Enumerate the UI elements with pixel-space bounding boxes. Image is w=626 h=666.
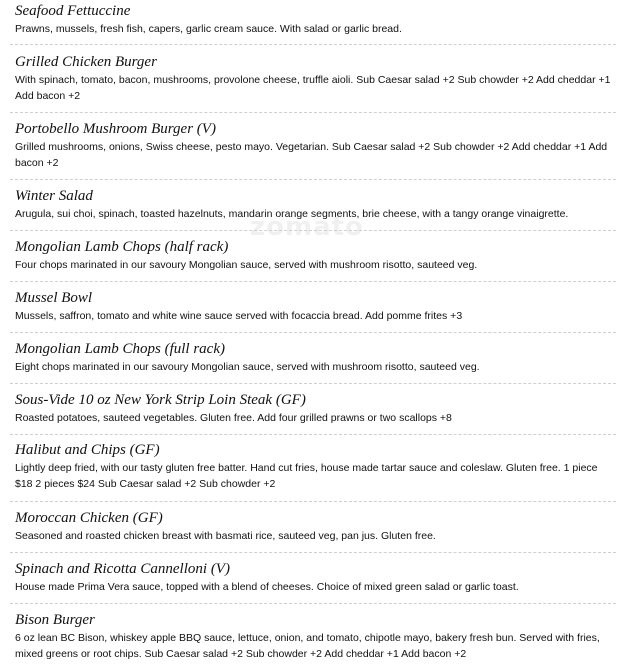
divider — [10, 44, 616, 45]
menu-item-description: Seasoned and roasted chicken breast with basmati rice, sauteed veg, pan jus. Gluten free. — [15, 530, 436, 542]
divider — [10, 383, 616, 384]
menu-item-description: House made Prima Vera sauce, topped with a blend of cheeses. Choice of mixed green salad or garlic toast. — [15, 581, 519, 593]
menu-item-description: Four chops marinated in our savoury Mongolian sauce, served with mushroom risotto, sauteed veg. — [15, 259, 478, 271]
divider — [10, 603, 616, 604]
menu-item-title: Winter Salad — [15, 188, 93, 204]
divider — [10, 434, 616, 435]
divider — [10, 552, 616, 553]
menu-item-title: Bison Burger — [15, 612, 95, 628]
menu-item-title: Mongolian Lamb Chops (half rack) — [15, 239, 229, 255]
menu-item-title: Halibut and Chips (GF) — [15, 442, 160, 458]
menu-item-seafood-fettuccine — [15, 3, 611, 37]
divider — [10, 332, 616, 333]
divider — [10, 281, 616, 282]
menu-item-title: Moroccan Chicken (GF) — [15, 510, 163, 526]
menu-item-cannelloni — [15, 561, 611, 595]
menu-item-lamb-chops-half — [15, 239, 611, 273]
watermark: zomato — [250, 212, 364, 242]
menu-item-portobello-burger — [15, 121, 611, 171]
menu-item-description: 6 oz lean BC Bison, whiskey apple BBQ sauce, lettuce, onion, and tomato, chipotle mayo, bakery fresh bun. Served with fries, mixed greens or root chips. Sub Caesar salad +2 Sub chowder +2 Add cheddar +1 Add bacon +2 — [15, 632, 600, 660]
menu-item-grilled-chicken-burger — [15, 54, 611, 104]
menu-item-halibut-chips — [15, 442, 611, 492]
menu-item-title: Portobello Mushroom Burger (V) — [15, 121, 216, 137]
menu-item-description: Eight chops marinated in our savoury Mongolian sauce, served with mushroom risotto, sauteed veg. — [15, 361, 480, 373]
menu-item-lamb-chops-full — [15, 341, 611, 375]
menu-item-strip-loin-steak — [15, 392, 611, 426]
menu-item-description: Roasted potatoes, sauteed vegetables. Gluten free. Add four grilled prawns or two scallops +8 — [15, 412, 452, 424]
divider — [10, 179, 616, 180]
menu-item-title: Seafood Fettuccine — [15, 3, 131, 19]
divider — [10, 230, 616, 231]
divider — [10, 501, 616, 502]
menu-item-title: Mongolian Lamb Chops (full rack) — [15, 341, 225, 357]
menu-item-title: Sous-Vide 10 oz New York Strip Loin Steak (GF) — [15, 392, 306, 408]
menu-item-description: Arugula, sui choi, spinach, toasted hazelnuts, mandarin orange segments, brie cheese, with a tangy orange vinaigrette. — [15, 208, 569, 220]
menu-item-title: Mussel Bowl — [15, 290, 93, 306]
menu-item-mussel-bowl — [15, 290, 611, 324]
menu-item-description: Lightly deep fried, with our tasty gluten free batter. Hand cut fries, house made tartar sauce and coleslaw. Gluten free. 1 piece $18 2 pieces $24 Sub Caesar salad +2 Sub chowder +2 — [15, 462, 598, 490]
divider — [10, 112, 616, 113]
menu-item-description: With spinach, tomato, bacon, mushrooms, provolone cheese, truffle aioli. Sub Caesar salad +2 Sub chowder +2 Add cheddar +1 Add bacon +2 — [15, 74, 611, 102]
menu-item-winter-salad — [15, 188, 611, 222]
menu-item-title: Grilled Chicken Burger — [15, 54, 157, 70]
menu-item-description: Prawns, mussels, fresh fish, capers, garlic cream sauce. With salad or garlic bread. — [15, 23, 402, 35]
menu-item-title: Spinach and Ricotta Cannelloni (V) — [15, 561, 230, 577]
menu-item-moroccan-chicken — [15, 510, 611, 544]
menu-item-description: Mussels, saffron, tomato and white wine sauce served with focaccia bread. Add pomme frites +3 — [15, 310, 463, 322]
menu-item-description: Grilled mushrooms, onions, Swiss cheese, pesto mayo. Vegetarian. Sub Caesar salad +2 Sub chowder +2 Add cheddar +1 Add bacon +2 — [15, 141, 608, 169]
menu-item-bison-burger — [15, 612, 611, 662]
